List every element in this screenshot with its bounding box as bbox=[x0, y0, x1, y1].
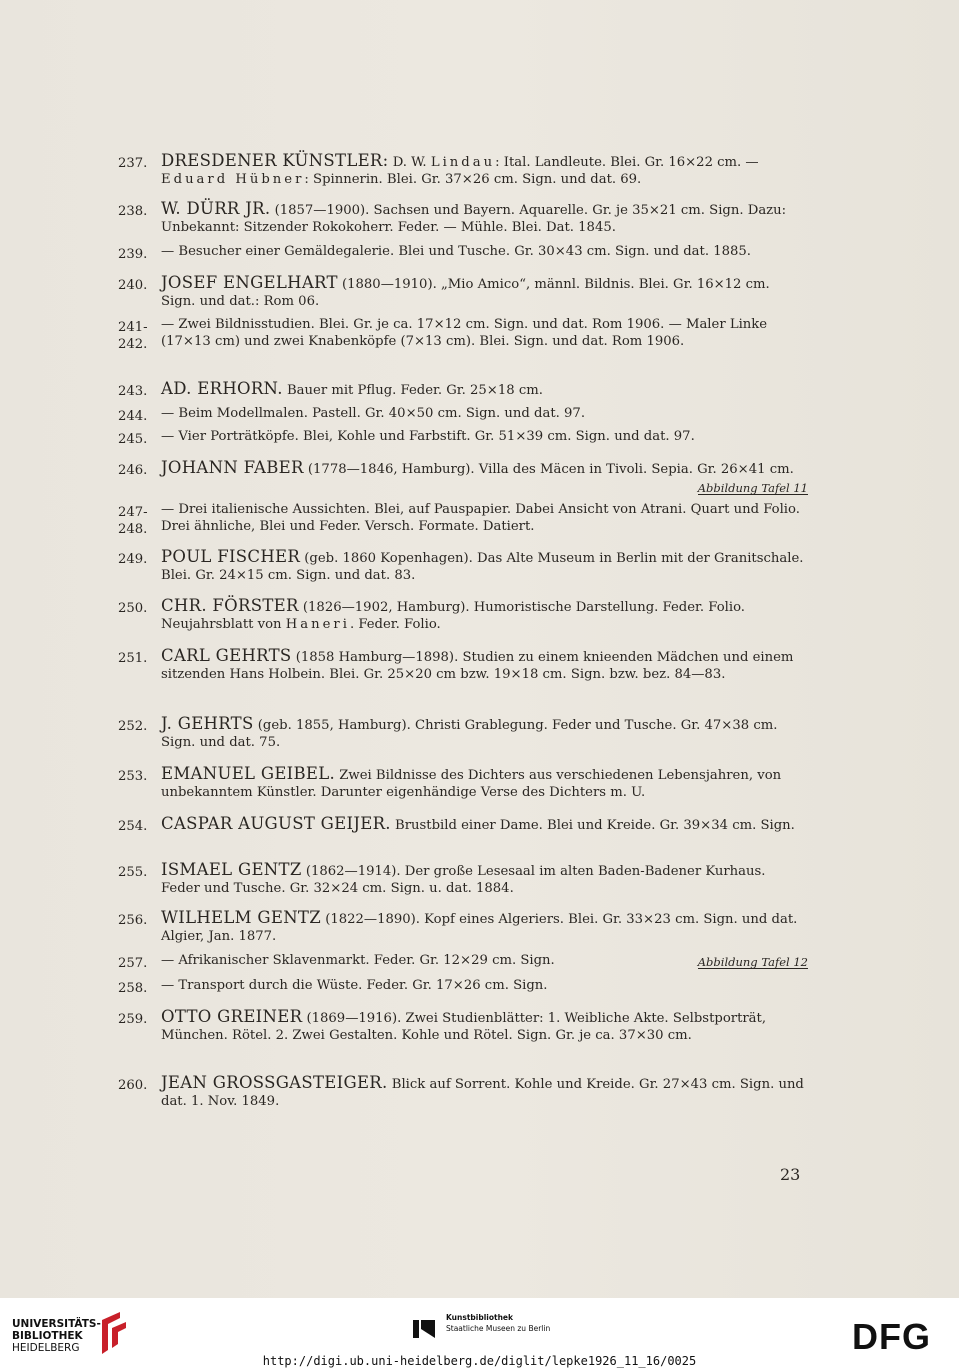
kunstbibliothek-label: Kunstbibliothek Staatliche Museen zu Berlin bbox=[446, 1313, 551, 1333]
catalog-entry bbox=[118, 502, 808, 535]
entry-number: 243. bbox=[118, 384, 148, 399]
entry-number: 251. bbox=[118, 651, 148, 666]
entry-text: (1778—1846, Hamburg). Villa des Mäcen in Tivoli. Sepia. Gr. 26×41 cm. bbox=[303, 462, 794, 477]
entry-text: Blick auf Sorrent. Kohle und Kreide. Gr. 27×43 cm. Sign. und dat. 1. Nov. 1849. bbox=[161, 1077, 804, 1109]
entry-text: Bauer mit Pflug. Feder. Gr. 25×18 cm. bbox=[282, 383, 543, 398]
entry-text: (1857—1900). Sachsen und Bayern. Aquarelle. Gr. je 35×21 cm. Sign. Dazu: Unbekannt: Sitzender Rokokoherr. Feder. — Mühle. Blei. Dat. 1845. bbox=[161, 203, 787, 235]
entry-number: 259. bbox=[118, 1012, 148, 1027]
artist-name: WILHELM GENTZ bbox=[161, 908, 321, 927]
entry-text: (1880—1910). „Mio Amico“, männl. Bildnis. Blei. Gr. 16×12 cm. Sign. und dat.: Rom 06. bbox=[161, 277, 770, 309]
entry-text: (1862—1914). Der große Lesesaal im alten Baden-Badener Kurhaus. Feder und Tusche. Gr. 32×24 cm. Sign. u. dat. 1884. bbox=[161, 864, 766, 896]
entry-number: 257. bbox=[118, 956, 148, 971]
catalog-entry bbox=[118, 910, 808, 945]
catalog-entry bbox=[118, 1009, 808, 1044]
entry-text: — Transport durch die Wüste. Feder. Gr. 17×26 cm. Sign. bbox=[161, 978, 548, 993]
entry-text: — Besucher einer Gemäldegalerie. Blei und Tusche. Gr. 30×43 cm. Sign. und dat. 1885. bbox=[161, 244, 751, 259]
illustration-reference: Abbildung Tafel 11 bbox=[697, 480, 808, 495]
artist-name: JOHANN FABER bbox=[161, 458, 304, 477]
entry-number: 244. bbox=[118, 409, 148, 424]
entry-number: 256. bbox=[118, 913, 148, 928]
entry-text: — Afrikanischer Sklavenmarkt. Feder. Gr. 12×29 cm. Sign. bbox=[161, 953, 555, 968]
entry-number: 250. bbox=[118, 601, 148, 616]
entry-number: 258. bbox=[118, 981, 148, 996]
spaced-name: Eduard Hübner bbox=[161, 171, 305, 187]
entry-text: — Vier Porträtköpfe. Blei, Kohle und Farbstift. Gr. 51×39 cm. Sign. und dat. 97. bbox=[161, 429, 695, 444]
catalog-entry bbox=[118, 460, 808, 495]
entry-text: (geb. 1855, Hamburg). Christi Grablegung. Feder und Tusche. Gr. 47×38 cm. Sign. und dat. 75. bbox=[161, 718, 778, 750]
catalog-entry bbox=[118, 381, 808, 400]
catalog-entry bbox=[118, 862, 808, 897]
entry-text: — Zwei Bildnisstudien. Blei. Gr. je ca. 17×12 cm. Sign. und dat. Rom 1906. — Maler Linke (17×13 cm) und zwei Knabenköpfe (7×13 cm). Blei. Sign. und dat. Rom 1906. bbox=[161, 317, 768, 349]
entry-text: (1822—1890). Kopf eines Algeriers. Blei. Gr. 33×23 cm. Sign. und dat. Algier, Jan. 1877. bbox=[161, 912, 798, 944]
artist-name: JOSEF ENGELHART bbox=[161, 273, 338, 292]
artist-name: W. DÜRR JR. bbox=[161, 199, 271, 218]
catalog-entry bbox=[118, 1075, 808, 1110]
entry-text: — Beim Modellmalen. Pastell. Gr. 40×50 cm. Sign. und dat. 97. bbox=[161, 406, 586, 421]
entry-text: Zwei Bildnisse des Dichters aus verschiedenen Lebensjahren, von unbekanntem Künstler. Darunter eigenhändige Verse des Dichters m. U. bbox=[161, 768, 782, 800]
catalog-entry bbox=[118, 648, 808, 683]
illustration-reference: Abbildung Tafel 12 bbox=[697, 955, 808, 969]
artist-name: CASPAR AUGUST GEIJER. bbox=[161, 814, 391, 833]
entry-text: (geb. 1860 Kopenhagen). Das Alte Museum in Berlin mit der Granitschale. Blei. Gr. 24×15 cm. Sign. und dat. 83. bbox=[161, 551, 804, 583]
entry-text: (1869—1916). Zwei Studienblätter: 1. Weibliche Akte. Selbstporträt, München. Rötel. 2. Zwei Gestalten. Kohle und Rötel. Sign. Gr. je ca. 37×30 cm. bbox=[161, 1011, 767, 1043]
catalog-entry bbox=[118, 953, 808, 970]
artist-name: POUL FISCHER bbox=[161, 547, 301, 566]
entry-number: 254. bbox=[118, 819, 148, 834]
university-mark-icon bbox=[96, 1310, 132, 1356]
entry-number: 255. bbox=[118, 865, 148, 880]
catalog-entry: 237. DRESDENER KÜNSTLER: D. W. Lindau: Ital. Landleute. Blei. Gr. 16×22 cm. — Eduard Hübner: Spinnerin. Blei. Gr. 37×26 cm. Sign. und dat. 69. bbox=[118, 151, 759, 187]
kunstbibliothek-logo-icon[interactable] bbox=[409, 1316, 439, 1342]
dfg-logo[interactable]: DFG bbox=[852, 1316, 931, 1357]
entry-number: 247-248. bbox=[118, 505, 148, 537]
entry-number: 252. bbox=[118, 719, 148, 734]
catalog-entry bbox=[118, 978, 808, 995]
artist-name: AD. ERHORN. bbox=[161, 379, 283, 398]
university-library-logo[interactable]: UNIVERSITÄTS- BIBLIOTHEK HEIDELBERG bbox=[12, 1318, 101, 1354]
entry-text: (1826—1902, Hamburg). Humoristische Darstellung. Feder. Folio. Neujahrsblatt von bbox=[161, 600, 745, 632]
entry-number: 239. bbox=[118, 247, 148, 262]
permalink-url[interactable]: http://digi.ub.uni-heidelberg.de/diglit/lepke1926_11_16/0025 bbox=[262, 1354, 697, 1368]
catalog-entry bbox=[118, 201, 808, 236]
artist-name: CARL GEHRTS bbox=[161, 646, 292, 665]
entry-number: 249. bbox=[118, 552, 148, 567]
entry-number: 241-242. bbox=[118, 320, 148, 352]
artist-name: CHR. FÖRSTER bbox=[161, 596, 299, 615]
entry-number: 238. bbox=[118, 204, 148, 219]
entry-text: (1858 Hamburg—1898). Studien zu einem knieenden Mädchen und einem sitzenden Hans Holbein. Blei. Gr. 25×20 cm bzw. 19×18 cm. Sign. bzw. bez. 84—83. bbox=[161, 650, 794, 682]
spaced-name: Haneri bbox=[285, 616, 350, 632]
entry-number: 246. bbox=[118, 463, 148, 478]
footer-bar bbox=[0, 1298, 959, 1370]
catalog-entry bbox=[118, 429, 808, 446]
entry-number: 253. bbox=[118, 769, 148, 784]
artist-name: DRESDENER KÜNSTLER: bbox=[161, 151, 389, 170]
artist-name: OTTO GREINER bbox=[161, 1007, 303, 1026]
entry-number: 240. bbox=[118, 278, 148, 293]
entry-number: 260. bbox=[118, 1078, 148, 1093]
catalog-entry: 250. CHR. FÖRSTER (1826—1902, Hamburg). Humoristische Darstellung. Feder. Folio. Neujahrsblatt von Haneri. Feder. Folio. bbox=[118, 596, 745, 632]
catalog-entry bbox=[118, 816, 808, 835]
artist-name: J. GEHRTS bbox=[161, 714, 254, 733]
catalog-entry bbox=[118, 406, 808, 423]
entry-number: 237. bbox=[118, 156, 148, 171]
catalog-entry bbox=[118, 244, 808, 261]
artist-name: ISMAEL GENTZ bbox=[161, 860, 302, 879]
entry-text: Brustbild einer Dame. Blei und Kreide. Gr. 39×34 cm. Sign. bbox=[390, 818, 795, 833]
catalog-entry bbox=[118, 549, 808, 584]
artist-name: JEAN GROSSGASTEIGER. bbox=[161, 1073, 388, 1092]
entry-text: — Drei italienische Aussichten. Blei, auf Pauspapier. Dabei Ansicht von Atrani. Quart und Folio. Drei ähnliche, Blei und Feder. Versch. Formate. Datiert. bbox=[161, 502, 800, 534]
entry-number: 245. bbox=[118, 432, 148, 447]
artist-name: EMANUEL GEIBEL. bbox=[161, 764, 336, 783]
catalog-entry bbox=[118, 766, 808, 801]
catalog-entry bbox=[118, 275, 808, 310]
catalog-entry bbox=[118, 317, 808, 350]
spaced-name: Lindau bbox=[430, 155, 496, 170]
page-number: 23 bbox=[780, 1165, 801, 1184]
catalog-entry bbox=[118, 716, 808, 751]
